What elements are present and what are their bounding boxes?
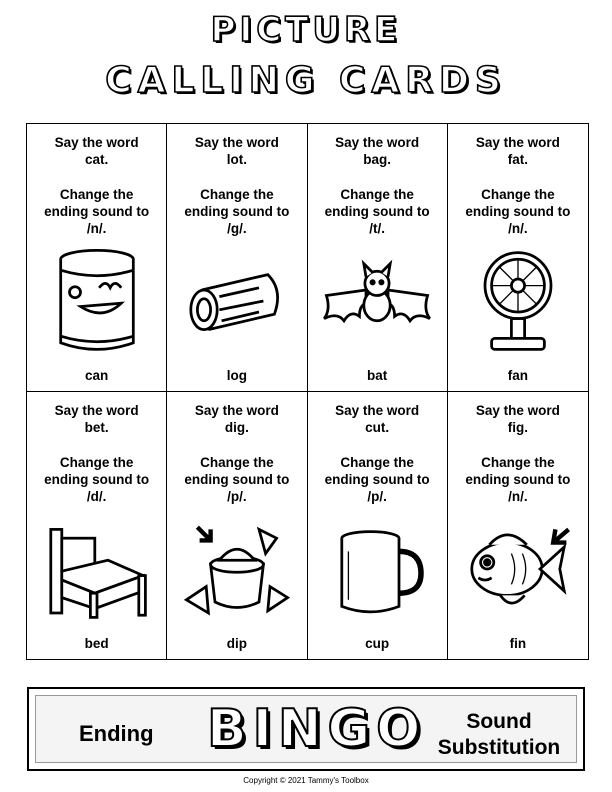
card-instruction: Change the xyxy=(59,187,134,202)
calling-card xyxy=(167,124,307,392)
card-instruction: ending sound to xyxy=(465,204,571,219)
card-word: bet. xyxy=(84,419,109,435)
card-word: dig. xyxy=(224,419,249,435)
card-word: fig. xyxy=(507,419,528,435)
banner-right-text xyxy=(429,709,569,761)
card-word: bag. xyxy=(363,152,391,167)
calling-card xyxy=(167,392,307,660)
card-sound: /n/. xyxy=(508,221,528,236)
log-icon xyxy=(177,246,296,356)
card-sound: /g/. xyxy=(227,221,247,236)
card-instruction: ending sound to xyxy=(324,204,430,219)
card-word: cat. xyxy=(84,152,109,167)
page-title-line1: PICTURE xyxy=(210,10,402,50)
card-sound: /p/. xyxy=(227,488,247,504)
card-sound: /n/. xyxy=(86,221,107,236)
card-prompt: Say the word xyxy=(335,135,420,150)
card-sound: /p/. xyxy=(367,488,387,504)
card-answer: bed xyxy=(84,636,109,651)
card-instruction: Change the xyxy=(200,187,274,202)
page-title-line2: CALLING CARDS xyxy=(105,60,507,101)
card-answer: cup xyxy=(365,636,390,651)
copyright-text: Copyright © 2021 Tammy's Toolbox xyxy=(243,776,369,785)
calling-cards-grid xyxy=(26,123,589,660)
card-prompt: Say the word xyxy=(54,402,139,418)
card-prompt: Say the word xyxy=(54,135,139,150)
card-sound: /d/. xyxy=(86,488,107,504)
card-prompt: Say the word xyxy=(475,402,560,418)
card-answer: can xyxy=(84,367,109,383)
calling-card xyxy=(27,124,167,392)
dip-icon xyxy=(177,514,296,624)
can-icon xyxy=(37,246,156,356)
card-instruction: Change the xyxy=(340,187,414,202)
card-prompt: Say the word xyxy=(335,402,420,418)
card-instruction: ending sound to xyxy=(44,204,150,219)
calling-card xyxy=(308,124,448,392)
card-instruction: Change the xyxy=(59,454,134,470)
card-answer: dip xyxy=(226,636,247,651)
banner-right-line1: Sound xyxy=(466,710,532,733)
card-instruction: ending sound to xyxy=(44,471,150,487)
card-instruction: ending sound to xyxy=(465,471,571,487)
fin-icon xyxy=(458,514,578,624)
card-instruction: ending sound to xyxy=(324,471,430,487)
fan-icon xyxy=(458,246,578,356)
calling-card xyxy=(448,124,588,392)
card-answer: log xyxy=(226,367,247,383)
bingo-logo: BINGO xyxy=(207,699,427,759)
card-sound: /t/. xyxy=(369,221,385,236)
bat-icon xyxy=(318,246,437,356)
card-instruction: Change the xyxy=(481,187,555,202)
bed-icon xyxy=(37,514,156,624)
calling-card xyxy=(448,392,588,660)
card-prompt: Say the word xyxy=(194,135,279,150)
card-word: fat. xyxy=(507,152,528,167)
banner-right-line2: Substitution xyxy=(437,736,561,759)
card-word: lot. xyxy=(226,152,247,167)
card-instruction: ending sound to xyxy=(184,471,290,487)
card-instruction: ending sound to xyxy=(184,204,290,219)
card-word: cut. xyxy=(365,419,390,435)
cup-icon xyxy=(318,514,437,624)
calling-card xyxy=(27,392,167,660)
calling-card xyxy=(308,392,448,660)
banner-left-text: Ending xyxy=(79,721,154,746)
card-instruction: Change the xyxy=(340,454,414,470)
card-instruction: Change the xyxy=(200,454,274,470)
bingo-banner xyxy=(27,687,585,771)
card-sound: /n/. xyxy=(508,488,528,504)
card-answer: fan xyxy=(507,367,528,383)
card-answer: bat xyxy=(367,367,388,383)
card-answer: fin xyxy=(509,636,527,651)
card-instruction: Change the xyxy=(481,454,555,470)
card-prompt: Say the word xyxy=(194,402,279,418)
card-prompt: Say the word xyxy=(475,135,560,150)
